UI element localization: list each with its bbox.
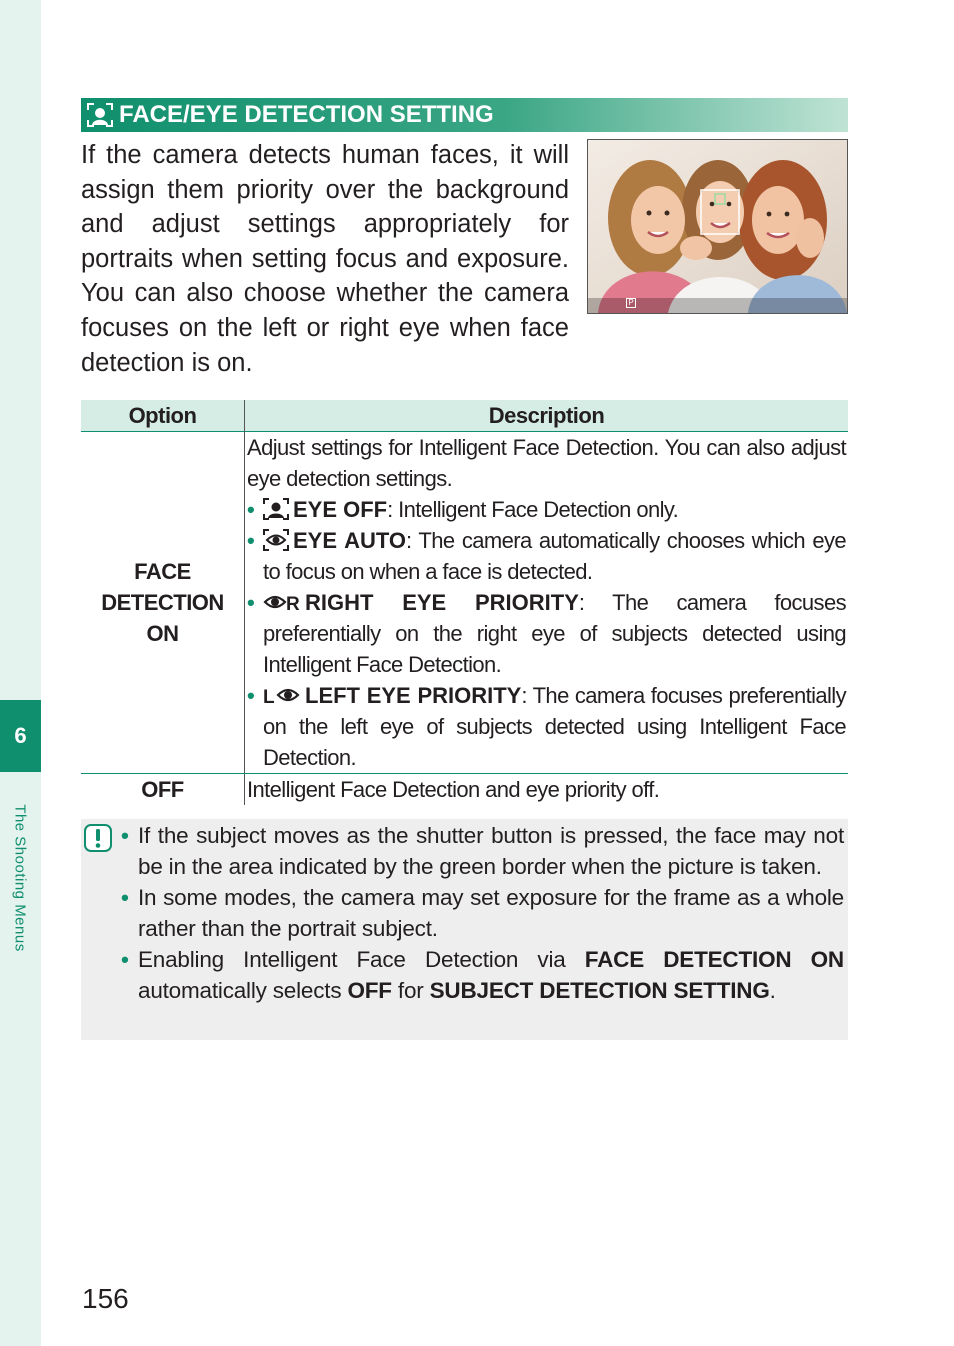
bullet-right-eye-priority: • R RIGHT EYE PRIORITY: The camera focuses preferentially on the right eye of subjects detected using Intelligent Face Detection.	[247, 590, 846, 677]
note-item: • In some modes, the camera may set exposure for the frame as a whole rather than the portrait subject.	[121, 885, 844, 941]
bullet-eye-auto: • EYE AUTO: The camera automatically chooses which eye to focus on when a face is detected.	[247, 528, 846, 584]
chapter-tab	[0, 700, 41, 772]
option-off: OFF	[81, 774, 245, 806]
chapter-number: 6	[14, 723, 27, 748]
option-header: Option	[81, 400, 245, 432]
description-cell: Intelligent Face Detection and eye priority off.	[247, 777, 660, 802]
note-item: • Enabling Intelligent Face Detection via FACE DETECTION ON automatically selects OFF for SUBJECT DETECTION SETTING.	[121, 947, 844, 1003]
caution-icon	[84, 824, 112, 852]
page-number: 156	[82, 1283, 129, 1314]
section-heading	[81, 98, 848, 132]
description-text: Adjust settings for Intelligent Face Detection. You can also adjust eye detection settings.	[247, 435, 846, 491]
chapter-title: The Shooting Menus	[11, 804, 29, 952]
face-detection-icon	[87, 103, 113, 127]
caution-note	[81, 819, 848, 1040]
description-cell	[245, 432, 849, 774]
bullet-eye-off: • EYE OFF: Intelligent Face Detection only.	[247, 497, 679, 522]
table-row	[81, 774, 848, 806]
table-row	[81, 432, 848, 774]
bullet-left-eye-priority: • L LEFT EYE PRIORITY: The camera focuses preferentially on the left eye of subjects detected using Intelligent Face Detection.	[247, 683, 846, 770]
eye-off-icon	[263, 498, 289, 520]
mode-indicator: P	[626, 298, 636, 308]
svg-text:R: R	[286, 594, 300, 613]
section-title: FACE/EYE DETECTION SETTING	[119, 101, 494, 128]
left-eye-icon	[263, 684, 301, 706]
description-header: Description	[245, 400, 849, 432]
portrait-photo	[588, 140, 847, 313]
eye-auto-icon	[263, 529, 289, 551]
intro-paragraph: If the camera detects human faces, it will assign them priority over the background and adjust settings appropriately for portraits when setting focus and exposure. You can also choose whether the camera focuses on the left or right eye when face detection is on.	[81, 141, 569, 377]
note-list	[121, 820, 844, 1006]
right-eye-icon	[263, 591, 301, 613]
option-face-detection-on: FACE DETECTION ON	[81, 432, 245, 774]
sample-photo	[587, 139, 848, 314]
options-table	[81, 400, 848, 805]
note-item: • If the subject moves as the shutter button is pressed, the face may not be in the area indicated by the green border when the picture is taken.	[121, 823, 844, 879]
sidebar	[0, 0, 41, 1346]
svg-text:L: L	[263, 687, 275, 706]
